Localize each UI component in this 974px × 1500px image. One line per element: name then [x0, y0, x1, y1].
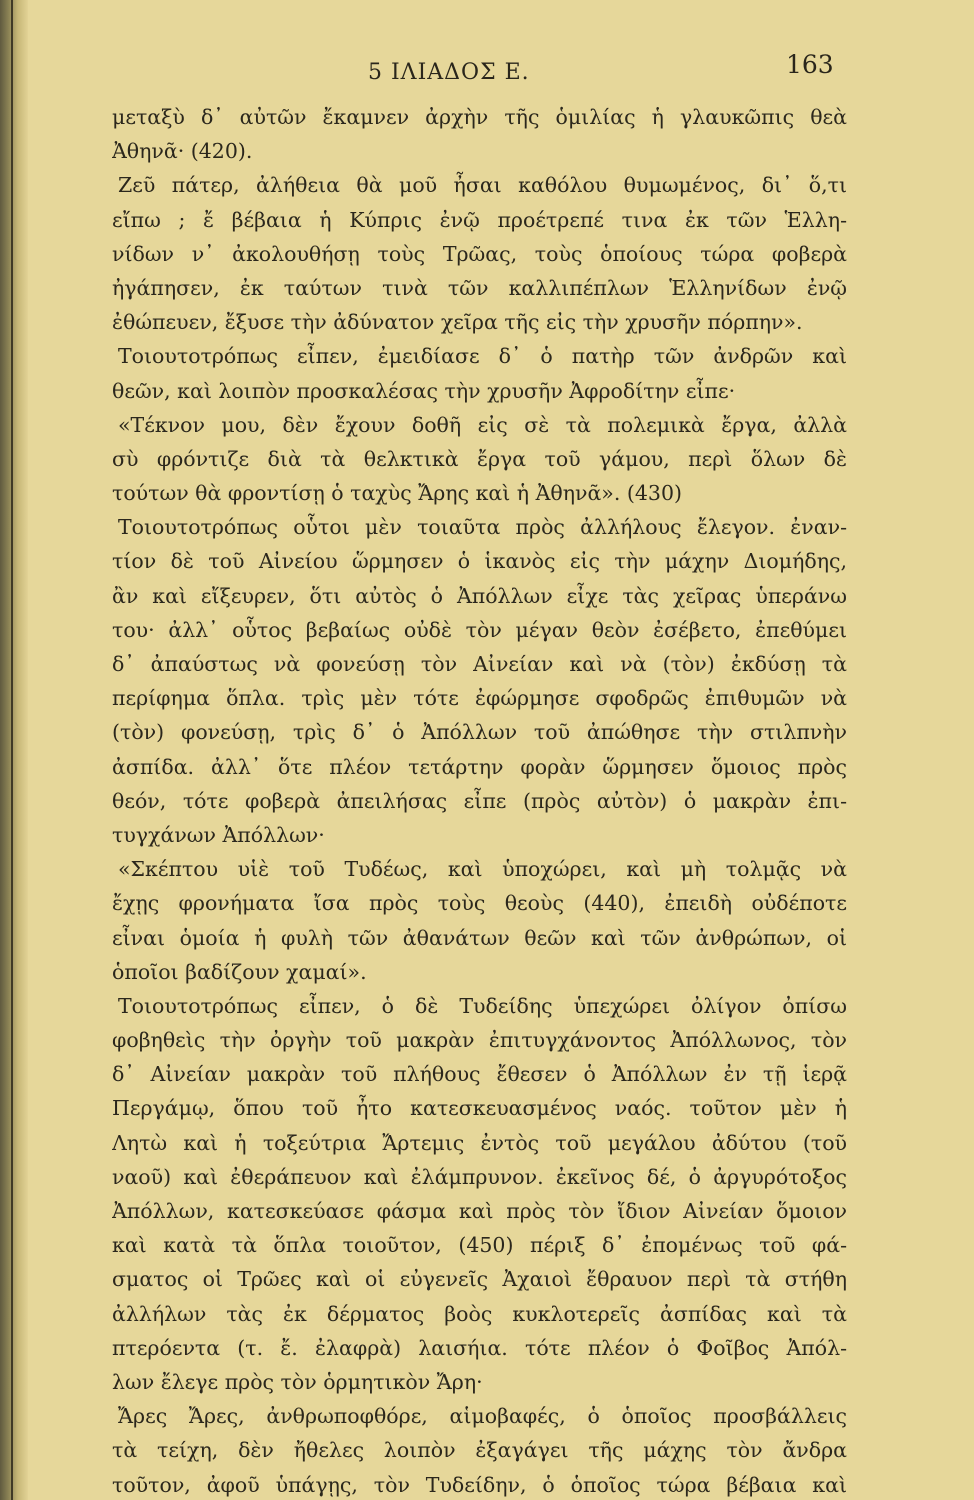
- text-line: θεῶν, καὶ λοιπὸν προσκαλέσας τὴν χρυσῆν Ἀφροδίτην εἶπε·: [112, 378, 736, 403]
- text-line: ἂν καὶ εἴξευρεν, ὅτι αὐτὸς ὁ Ἀπόλλων εἶχε τὰς χεῖρας ὑπεράνω: [112, 583, 847, 608]
- text-line: τυγχάνων Ἀπόλλων·: [112, 822, 325, 847]
- text-line: ναοῦ) καὶ ἐθεράπευον καὶ ἐλάμπρυνον. ἐκεῖνος δέ, ὁ ἀργυρότοξος: [112, 1164, 847, 1189]
- text-line: Τοιουτοτρόπως εἶπεν, ὁ δὲ Τυδείδης ὑπεχώρει ὀλίγον ὀπίσω: [118, 993, 847, 1018]
- text-line: τοῦτον, ἀφοῦ ὑπάγῃς, τὸν Τυδείδην, ὁ ὁποῖος τώρα βέβαια καὶ: [112, 1472, 847, 1497]
- text-line: «Σκέπτου υἱὲ τοῦ Τυδέως, καὶ ὑποχώρει, καὶ μὴ τολμᾷς νὰ: [118, 857, 847, 882]
- text-line: ἔχῃς φρονήματα ἴσα πρὸς τοὺς θεοὺς (440), ἐπειδὴ οὐδέποτε: [112, 891, 847, 916]
- page-number: 163: [786, 50, 834, 79]
- binding-shadow-line: [11, 0, 13, 1500]
- text-line: Λητὼ καὶ ἡ τοξεύτρια Ἄρτεμις ἐντὸς τοῦ μεγάλου ἀδύτου (τοῦ: [112, 1130, 847, 1155]
- text-line: τίον δὲ τοῦ Αἰνείου ὥρμησεν ὁ ἱκανὸς εἰς τὴν μάχην Διομήδης,: [112, 549, 847, 574]
- text-line: του· ἀλλ᾽ οὗτος βεβαίως οὐδὲ τὸν μέγαν θεὸν ἐσέβετο, ἐπεθύμει: [112, 617, 847, 642]
- text-line: μεταξὺ δ᾽ αὐτῶν ἔκαμνεν ἀρχὴν τῆς ὁμιλίας ἡ γλαυκῶπις θεὰ: [112, 105, 847, 129]
- text-line: σματος οἱ Τρῶες καὶ οἱ εὐγενεῖς Ἀχαιοὶ ἔθραυον περὶ τὰ στήθη: [112, 1267, 847, 1292]
- text-line: ἠγάπησεν, ἐκ ταύτων τινὰ τῶν καλλιπέπλων Ἑλληνίδων ἐνῷ: [112, 275, 847, 300]
- text-line: πτερόεντα (τ. ἔ. ἐλαφρὰ) λαισήια. τότε πλέον ὁ Φοῖβος Ἀπόλ-: [112, 1335, 847, 1360]
- text-line: ἐθώπευεν, ἔξυσε τὴν ἀδύνατον χεῖρα τῆς εἰς τὴν χρυσῆν πόρπην».: [112, 310, 803, 335]
- text-line: τούτων θὰ φροντίσῃ ὁ ταχὺς Ἄρης καὶ ἡ Ἀθηνᾶ». (430): [112, 481, 683, 506]
- text-line: Ἄρες Ἄρες, ἀνθρωποφθόρε, αἱμοβαφές, ὁ ὁποῖος προσβάλλεις: [118, 1404, 847, 1429]
- text-line: φοβηθεὶς τὴν ὀργὴν τοῦ μακρὰν ἐπιτυγχάνοντος Ἀπόλλωνος, τὸν: [112, 1028, 847, 1053]
- text-line: Περγάμῳ, ὅπου τοῦ ἦτο κατεσκευασμένος ναός. τοῦτον μὲν ἡ: [112, 1096, 847, 1121]
- binding-edge: [0, 0, 28, 1500]
- text-line: (τὸν) φονεύσῃ, τρὶς δ᾽ ὁ Ἀπόλλων τοῦ ἀπώθησε τὴν στιλπνὴν: [112, 720, 847, 745]
- text-line: δ᾽ ἀπαύστως νὰ φονεύσῃ τὸν Αἰνείαν καὶ νὰ (τὸν) ἐκδύσῃ τὰ: [112, 652, 847, 676]
- running-head: [0, 50, 974, 90]
- text-line: «Τέκνον μου, δὲν ἔχουν δοθῆ εἰς σὲ τὰ πολεμικὰ ἔργα, ἀλλὰ: [118, 412, 847, 437]
- text-line: θεόν, τότε φοβερὰ ἀπειλήσας εἶπε (πρὸς αὐτὸν) ὁ μακρὰν ἐπι-: [112, 788, 847, 813]
- text-line: λων ἔλεγε πρὸς τὸν ὁρμητικὸν Ἄρη·: [112, 1369, 483, 1394]
- text-line: Τοιουτοτρόπως οὗτοι μὲν τοιαῦτα πρὸς ἀλλήλους ἔλεγον. ἐναν-: [118, 515, 847, 540]
- running-head-title: 5 ΙΛΙΑΔΟΣ Ε.: [368, 60, 530, 85]
- text-line: Τοιουτοτρόπως εἶπεν, ἐμειδίασε δ᾽ ὁ πατὴρ τῶν ἀνδρῶν καὶ: [118, 344, 847, 369]
- text-line: ἀσπίδα. ἀλλ᾽ ὅτε πλέον τετάρτην φορὰν ὥρμησεν ὅμοιος πρὸς: [112, 754, 847, 779]
- text-line: εἶναι ὁμοία ἡ φυλὴ τῶν ἀθανάτων θεῶν καὶ τῶν ἀνθρώπων, οἱ: [112, 925, 847, 950]
- text-line: δ᾽ Αἰνείαν μακρὰν τοῦ πλήθους ἔθεσεν ὁ Ἀπόλλων ἐν τῇ ἱερᾷ: [112, 1062, 847, 1087]
- text-line: Ἀπόλλων, κατεσκεύασε φάσμα καὶ πρὸς τὸν ἴδιον Αἰνείαν ὅμοιον: [112, 1199, 847, 1223]
- text-body: [112, 100, 847, 1500]
- text-line: καὶ κατὰ τὰ ὅπλα τοιοῦτον, (450) πέριξ δ᾽ ἐπομένως τοῦ φά-: [112, 1233, 847, 1258]
- text-line: εἴπω ; ἔ βέβαια ἡ Κύπρις ἐνῷ προέτρεπέ τινα ἐκ τῶν Ἑλλη-: [112, 207, 847, 232]
- text-line: Ἀθηνᾶ· (420).: [112, 139, 253, 164]
- text-line: ὁποῖοι βαδίζουν χαμαί».: [112, 959, 367, 984]
- text-line: ἀλλήλων τὰς ἐκ δέρματος βοὸς κυκλοτερεῖς ἀσπίδας καὶ τὰ: [112, 1301, 847, 1326]
- text-line: νίδων ν᾽ ἀκολουθήσῃ τοὺς Τρῶας, τοὺς ὁποίους τώρα φοβερὰ: [112, 241, 847, 266]
- text-line: περίφημα ὅπλα. τρὶς μὲν τότε ἐφώρμησε σφοδρῶς ἐπιθυμῶν νὰ: [112, 686, 847, 711]
- text-line: τὰ τείχη, δὲν ἤθελες λοιπὸν ἐξαγάγει τῆς μάχης τὸν ἄνδρα: [112, 1438, 847, 1463]
- text-line: σὺ φρόντιζε διὰ τὰ θελκτικὰ ἔργα τοῦ γάμου, περὶ ὅλων δὲ: [112, 446, 847, 471]
- text-line: Ζεῦ πάτερ, ἀλήθεια θὰ μοῦ ἦσαι καθόλου θυμωμένος, δι᾽ ὅ,τι: [118, 173, 847, 198]
